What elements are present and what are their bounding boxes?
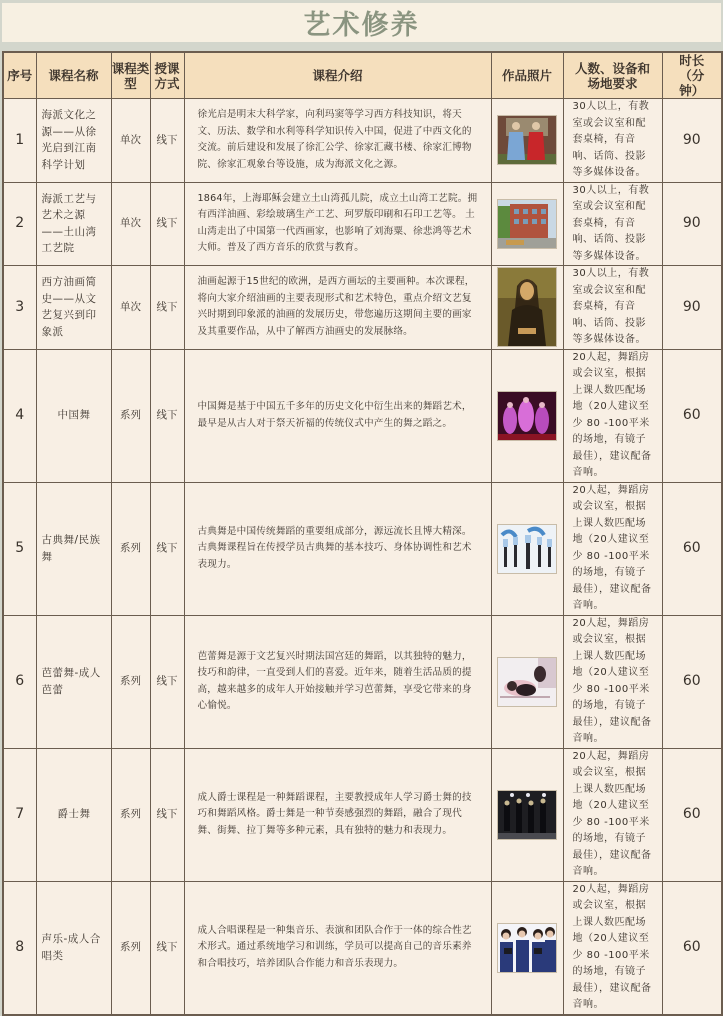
cell-duration: 60 xyxy=(662,615,722,748)
cell-requirements: 30人以上，有教室或会议室和配套桌椅，有音响、话筒、投影等多媒体设备。 xyxy=(563,266,662,350)
cell-index: 4 xyxy=(3,349,36,482)
table-row xyxy=(3,349,722,482)
photo-brick-building xyxy=(497,199,557,249)
header-type: 课程类型 xyxy=(111,52,150,99)
cell-index: 8 xyxy=(3,881,36,1015)
header-requirements: 人数、设备和场地要求 xyxy=(563,52,662,99)
header-description: 课程介绍 xyxy=(184,52,491,99)
cell-type: 单次 xyxy=(111,182,150,266)
cell-description: 古典舞是中国传统舞蹈的重要组成部分，源远流长且博大精深。古典舞课程旨在传授学员古典舞的基本技巧、身体协调性和艺术表现力。 xyxy=(184,482,491,615)
cell-photo xyxy=(491,182,563,266)
cell-requirements: 20人起，舞蹈房或会议室，根据上课人数匹配场地（20人建议至少 80 -100平米的场地，有镜子最佳），建议配备音响。 xyxy=(563,881,662,1015)
header-name: 课程名称 xyxy=(36,52,111,99)
cell-name: 芭蕾舞-成人芭蕾 xyxy=(36,615,111,748)
cell-name: 海派工艺与艺术之源——土山湾工艺院 xyxy=(36,182,111,266)
cell-type: 系列 xyxy=(111,482,150,615)
cell-type: 单次 xyxy=(111,266,150,350)
cell-duration: 60 xyxy=(662,748,722,881)
photo-jazz-dance xyxy=(497,790,557,840)
cell-duration: 90 xyxy=(662,182,722,266)
cell-photo xyxy=(491,482,563,615)
cell-index: 2 xyxy=(3,182,36,266)
cell-description: 中国舞是基于中国五千多年的历史文化中衍生出来的舞蹈艺术，最早是从古人对于祭天祈福的传统仪式中产生的舞之蹈之。 xyxy=(184,349,491,482)
header-row xyxy=(3,52,722,99)
cell-name: 古典舞/民族舞 xyxy=(36,482,111,615)
cell-description: 徐光启是明末大科学家，向利玛窦等学习西方科技知识，将天文、历法、数学和水利等科学知识传入中国，促进了中西文化的交流。前后建设和发展了徐汇公学、徐家汇藏书楼、徐家汇博物院、徐家汇观象台等设施，成为海派文化之源。 xyxy=(184,99,491,183)
table-row xyxy=(3,482,722,615)
cell-type: 系列 xyxy=(111,349,150,482)
cell-duration: 90 xyxy=(662,99,722,183)
cell-requirements: 20人起，舞蹈房或会议室，根据上课人数匹配场地（20人建议至少 80 -100平米的场地，有镜子最佳），建议配备音响。 xyxy=(563,349,662,482)
title-banner xyxy=(2,3,721,42)
cell-type: 单次 xyxy=(111,99,150,183)
cell-type: 系列 xyxy=(111,748,150,881)
cell-photo xyxy=(491,349,563,482)
cell-photo xyxy=(491,881,563,1015)
cell-description: 油画起源于15世纪的欧洲，是西方画坛的主要画种。本次课程，将向大家介绍油画的主要表现形式和艺术特色，重点介绍文艺复兴时期到印象派的油画的发展历史，带您遍历这期间主要的画家及其重要作品，从中了解西方油画史的发展脉络。 xyxy=(184,266,491,350)
course-table xyxy=(2,51,723,1016)
cell-photo xyxy=(491,615,563,748)
table-row xyxy=(3,748,722,881)
cell-name: 爵士舞 xyxy=(36,748,111,881)
cell-mode: 线下 xyxy=(150,99,184,183)
cell-requirements: 30人以上，有教室或会议室和配套桌椅，有音响、话筒、投影等多媒体设备。 xyxy=(563,99,662,183)
cell-duration: 90 xyxy=(662,266,722,350)
cell-mode: 线下 xyxy=(150,182,184,266)
cell-photo xyxy=(491,266,563,350)
cell-type: 系列 xyxy=(111,615,150,748)
cell-description: 1864年，上海耶稣会建立土山湾孤儿院，成立土山湾工艺院。拥有西洋油画、彩绘玻璃生产工艺、珂罗版印刷和石印工艺等。 土山湾走出了中国第一代西画家，也影响了刘海粟、徐悲鸿等艺术大师。普及了西方音乐的欣赏与教育。 xyxy=(184,182,491,266)
photo-classical-dance xyxy=(497,524,557,574)
table-row xyxy=(3,266,722,350)
cell-name: 海派文化之源——从徐光启到江南科学计划 xyxy=(36,99,111,183)
cell-requirements: 20人起，舞蹈房或会议室，根据上课人数匹配场地（20人建议至少 80 -100平米的场地，有镜子最佳），建议配备音响。 xyxy=(563,615,662,748)
cell-mode: 线下 xyxy=(150,349,184,482)
cell-requirements: 20人起，舞蹈房或会议室，根据上课人数匹配场地（20人建议至少 80 -100平米的场地，有镜子最佳），建议配备音响。 xyxy=(563,482,662,615)
cell-photo xyxy=(491,748,563,881)
table-row xyxy=(3,881,722,1015)
photo-two-scholars xyxy=(497,115,557,165)
photo-chinese-dance xyxy=(497,391,557,441)
cell-mode: 线下 xyxy=(150,748,184,881)
cell-mode: 线下 xyxy=(150,615,184,748)
cell-duration: 60 xyxy=(662,482,722,615)
cell-index: 1 xyxy=(3,99,36,183)
cell-description: 成人合唱课程是一种集音乐、表演和团队合作于一体的综合性艺术形式。通过系统地学习和训练，学员可以提高自己的音乐素养和合唱技巧，培养团队合作能力和音乐表现力。 xyxy=(184,881,491,1015)
cell-type: 系列 xyxy=(111,881,150,1015)
header-photo: 作品照片 xyxy=(491,52,563,99)
cell-name: 中国舞 xyxy=(36,349,111,482)
cell-requirements: 20人起，舞蹈房或会议室，根据上课人数匹配场地（20人建议至少 80 -100平米的场地，有镜子最佳），建议配备音响。 xyxy=(563,748,662,881)
cell-name: 声乐-成人合唱类 xyxy=(36,881,111,1015)
cell-mode: 线下 xyxy=(150,482,184,615)
cell-description: 成人爵士课程是一种舞蹈课程，主要教授成年人学习爵士舞的技巧和舞蹈风格。爵士舞是一种节奏感强烈的舞蹈，融合了现代舞、街舞、拉丁舞等多种元素，具有独特的魅力和表现力。 xyxy=(184,748,491,881)
table-row xyxy=(3,182,722,266)
header-index: 序号 xyxy=(3,52,36,99)
header-duration: 时长（分钟） xyxy=(662,52,722,99)
table-row xyxy=(3,99,722,183)
cell-duration: 60 xyxy=(662,881,722,1015)
cell-duration: 60 xyxy=(662,349,722,482)
cell-index: 6 xyxy=(3,615,36,748)
cell-description: 芭蕾舞是源于文艺复兴时期法国宫廷的舞蹈，以其独特的魅力，技巧和韵律，一直受到人们的喜爱。近年来，随着生活品质的提高，越来越多的成年人开始接触并学习芭蕾舞，享受它带来的身心愉悦。 xyxy=(184,615,491,748)
header-mode: 授课方式 xyxy=(150,52,184,99)
photo-choir xyxy=(497,923,557,973)
page-title: 艺术修养 xyxy=(303,10,420,41)
cell-index: 7 xyxy=(3,748,36,881)
cell-requirements: 30人以上，有教室或会议室和配套桌椅，有音响、话筒、投影等多媒体设备。 xyxy=(563,182,662,266)
cell-index: 5 xyxy=(3,482,36,615)
cell-photo xyxy=(491,99,563,183)
photo-mona-lisa xyxy=(497,267,557,347)
cell-mode: 线下 xyxy=(150,266,184,350)
cell-index: 3 xyxy=(3,266,36,350)
cell-name: 西方油画简史——从文艺复兴到印象派 xyxy=(36,266,111,350)
photo-ballet xyxy=(497,657,557,707)
table-row xyxy=(3,615,722,748)
cell-mode: 线下 xyxy=(150,881,184,1015)
